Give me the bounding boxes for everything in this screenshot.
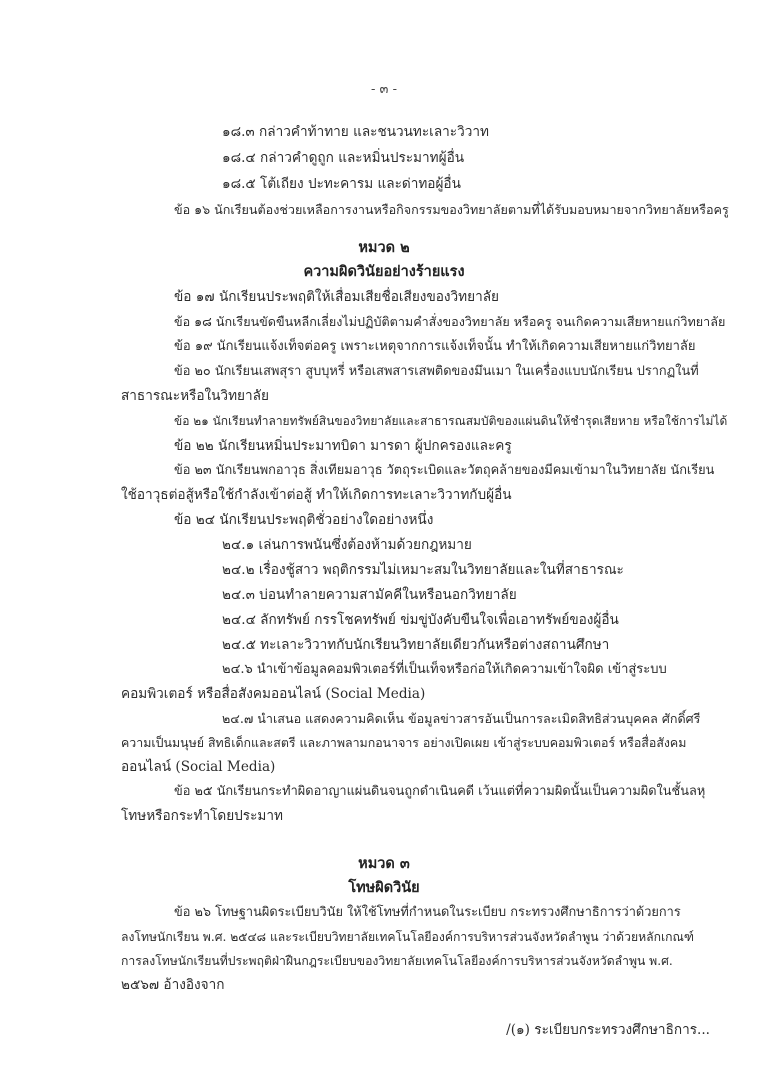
clause-24-6-line-1: ๒๔.๖ นำเข้าข้อมูลคอมพิวเตอร์ที่เป็นเท็จหรือก่อให้เกิดความเข้าใจผิด เข้าสู่ระบบ xyxy=(222,662,667,677)
article-22: ข้อ ๒๒ นักเรียนหมิ่นประมาทบิดา มารดา ผู้ปกครองและครู xyxy=(174,438,512,454)
clause-24-7-line-2: ความเป็นมนุษย์ สิทธิเด็กและสตรี และภาพลามกอนาจาร อย่างเปิดเผย เข้าสู่ระบบคอมพิวเตอร์ หรือสื่อสังคม xyxy=(121,735,687,750)
article-20-line-1: ข้อ ๒๐ นักเรียนเสพสุรา สูบบุหรี่ หรือเสพสารเสพติดของมึนเมา ในเครื่องแบบนักเรียน ปรากฏในที่ xyxy=(174,364,699,379)
section-2-title: หมวด ๒ xyxy=(358,239,410,256)
article-26-line-3: การลงโทษนักเรียนที่ประพฤติฝ่าฝืนกฎระเบียบของวิทยาลัยเทคโนโลยีองค์การบริหารส่วนจังหวัดลำพูน พ.ศ. xyxy=(121,954,673,968)
clause-18-4: ๑๘.๔ กล่าวคำดูถูก และหมิ่นประมาทผู้อื่น xyxy=(222,150,465,166)
clause-24-7-line-3: ออนไลน์ (Social Media) xyxy=(121,759,276,775)
page-number: - ๓ - xyxy=(371,82,397,97)
clause-18-5: ๑๘.๕ โต้เถียง ปะทะคารม และด่าทอผู้อื่น xyxy=(222,176,461,192)
clause-24-7-line-1: ๒๔.๗ นำเสนอ แสดงความคิดเห็น ข้อมูลข่าวสารอันเป็นการละเมิดสิทธิส่วนบุคคล ศักดิ์ศรี xyxy=(222,711,701,726)
article-26-line-4: ๒๕๖๗ อ้างอิงจาก xyxy=(121,977,225,993)
continuation-note: /(๑) ระเบียบกระทรวงศึกษาธิการ... xyxy=(506,1022,710,1038)
clause-24-2: ๒๔.๒ เรื่องชู้สาว พฤติกรรมไม่เหมาะสมในวิทยาลัยและในที่สาธารณะ xyxy=(222,562,624,578)
clause-24-4: ๒๔.๔ ลักทรัพย์ กรรโชคทรัพย์ ข่มขู่บังคับขืนใจเพื่อเอาทรัพย์ของผู้อื่น xyxy=(222,612,619,628)
article-25-line-2: โทษหรือกระทำโดยประมาท xyxy=(121,808,283,824)
clause-24-6-line-2: คอมพิวเตอร์ หรือสื่อสังคมออนไลน์ (Social Media) xyxy=(121,686,426,702)
clause-24-5: ๒๔.๕ ทะเลาะวิวาทกับนักเรียนวิทยาลัยเดียวกันหรือต่างสถานศึกษา xyxy=(222,637,610,653)
article-21: ข้อ ๒๑ นักเรียนทำลายทรัพย์สินของวิทยาลัยและสาธารณสมบัติของแผ่นดินให้ชำรุดเสียหาย หรือใช้การไม่ได้ xyxy=(174,414,728,428)
article-23-line-1: ข้อ ๒๓ นักเรียนพกอาวุธ สิ่งเทียมอาวุธ วัตถุระเบิดและวัตถุคล้ายของมีคมเข้ามาในวิทยาลัย นักเรียน xyxy=(174,463,715,478)
article-16: ข้อ ๑๖ นักเรียนต้องช่วยเหลือการงานหรือกิจกรรมของวิทยาลัยตามที่ได้รับมอบหมายจากวิทยาลัยหรือครู xyxy=(174,202,729,217)
article-19: ข้อ ๑๙ นักเรียนแจ้งเท็จต่อครู เพราะเหตุจากการแจ้งเท็จนั้น ทำให้เกิดความเสียหายแก่วิทยาลัย xyxy=(174,339,696,354)
article-23-line-2: ใช้อาวุธต่อสู้หรือใช้กำลังเข้าต่อสู้ ทำให้เกิดการทะเลาะวิวาทกับผู้อื่น xyxy=(121,487,512,503)
clause-24-1: ๒๔.๑ เล่นการพนันซึ่งต้องห้ามด้วยกฎหมาย xyxy=(222,537,472,553)
clause-18-3: ๑๘.๓ กล่าวคำท้าทาย และชนวนทะเลาะวิวาท xyxy=(222,124,489,140)
section-3-title: หมวด ๓ xyxy=(358,855,410,872)
article-17: ข้อ ๑๗ นักเรียนประพฤติให้เสื่อมเสียชื่อเสียงของวิทยาลัย xyxy=(174,289,500,305)
clause-24-3: ๒๔.๓ บ่อนทำลายความสามัคคีในหรือนอกวิทยาลัย xyxy=(222,587,517,603)
article-24: ข้อ ๒๔ นักเรียนประพฤติชั่วอย่างใดอย่างหนึ่ง xyxy=(174,512,434,528)
article-26-line-2: ลงโทษนักเรียน พ.ศ. ๒๕๔๘ และระเบียบวิทยาลัยเทคโนโลยีองค์การบริหารส่วนจังหวัดลำพูน ว่าด้วยหลักเกณฑ์ xyxy=(121,930,694,944)
article-18: ข้อ ๑๘ นักเรียนขัดขืนหลีกเลี่ยงไม่ปฏิบัติตามคำสั่งของวิทยาลัย หรือครู จนเกิดความเสียหายแก่วิทยาลัย xyxy=(174,314,726,329)
article-25-line-1: ข้อ ๒๕ นักเรียนกระทำผิดอาญาแผ่นดินจนถูกดำเนินคดี เว้นแต่ที่ความผิดนั้นเป็นความผิดในชั้นลหุ xyxy=(174,784,706,799)
article-26-line-1: ข้อ ๒๖ โทษฐานผิดระเบียบวินัย ให้ใช้โทษที่กำหนดในระเบียบ กระทรวงศึกษาธิการว่าด้วยการ xyxy=(174,905,681,920)
section-3-subtitle: โทษผิดวินัย xyxy=(348,879,420,896)
section-2-subtitle: ความผิดวินัยอย่างร้ายแรง xyxy=(303,263,465,280)
article-20-line-2: สาธารณะหรือในวิทยาลัย xyxy=(121,388,269,404)
